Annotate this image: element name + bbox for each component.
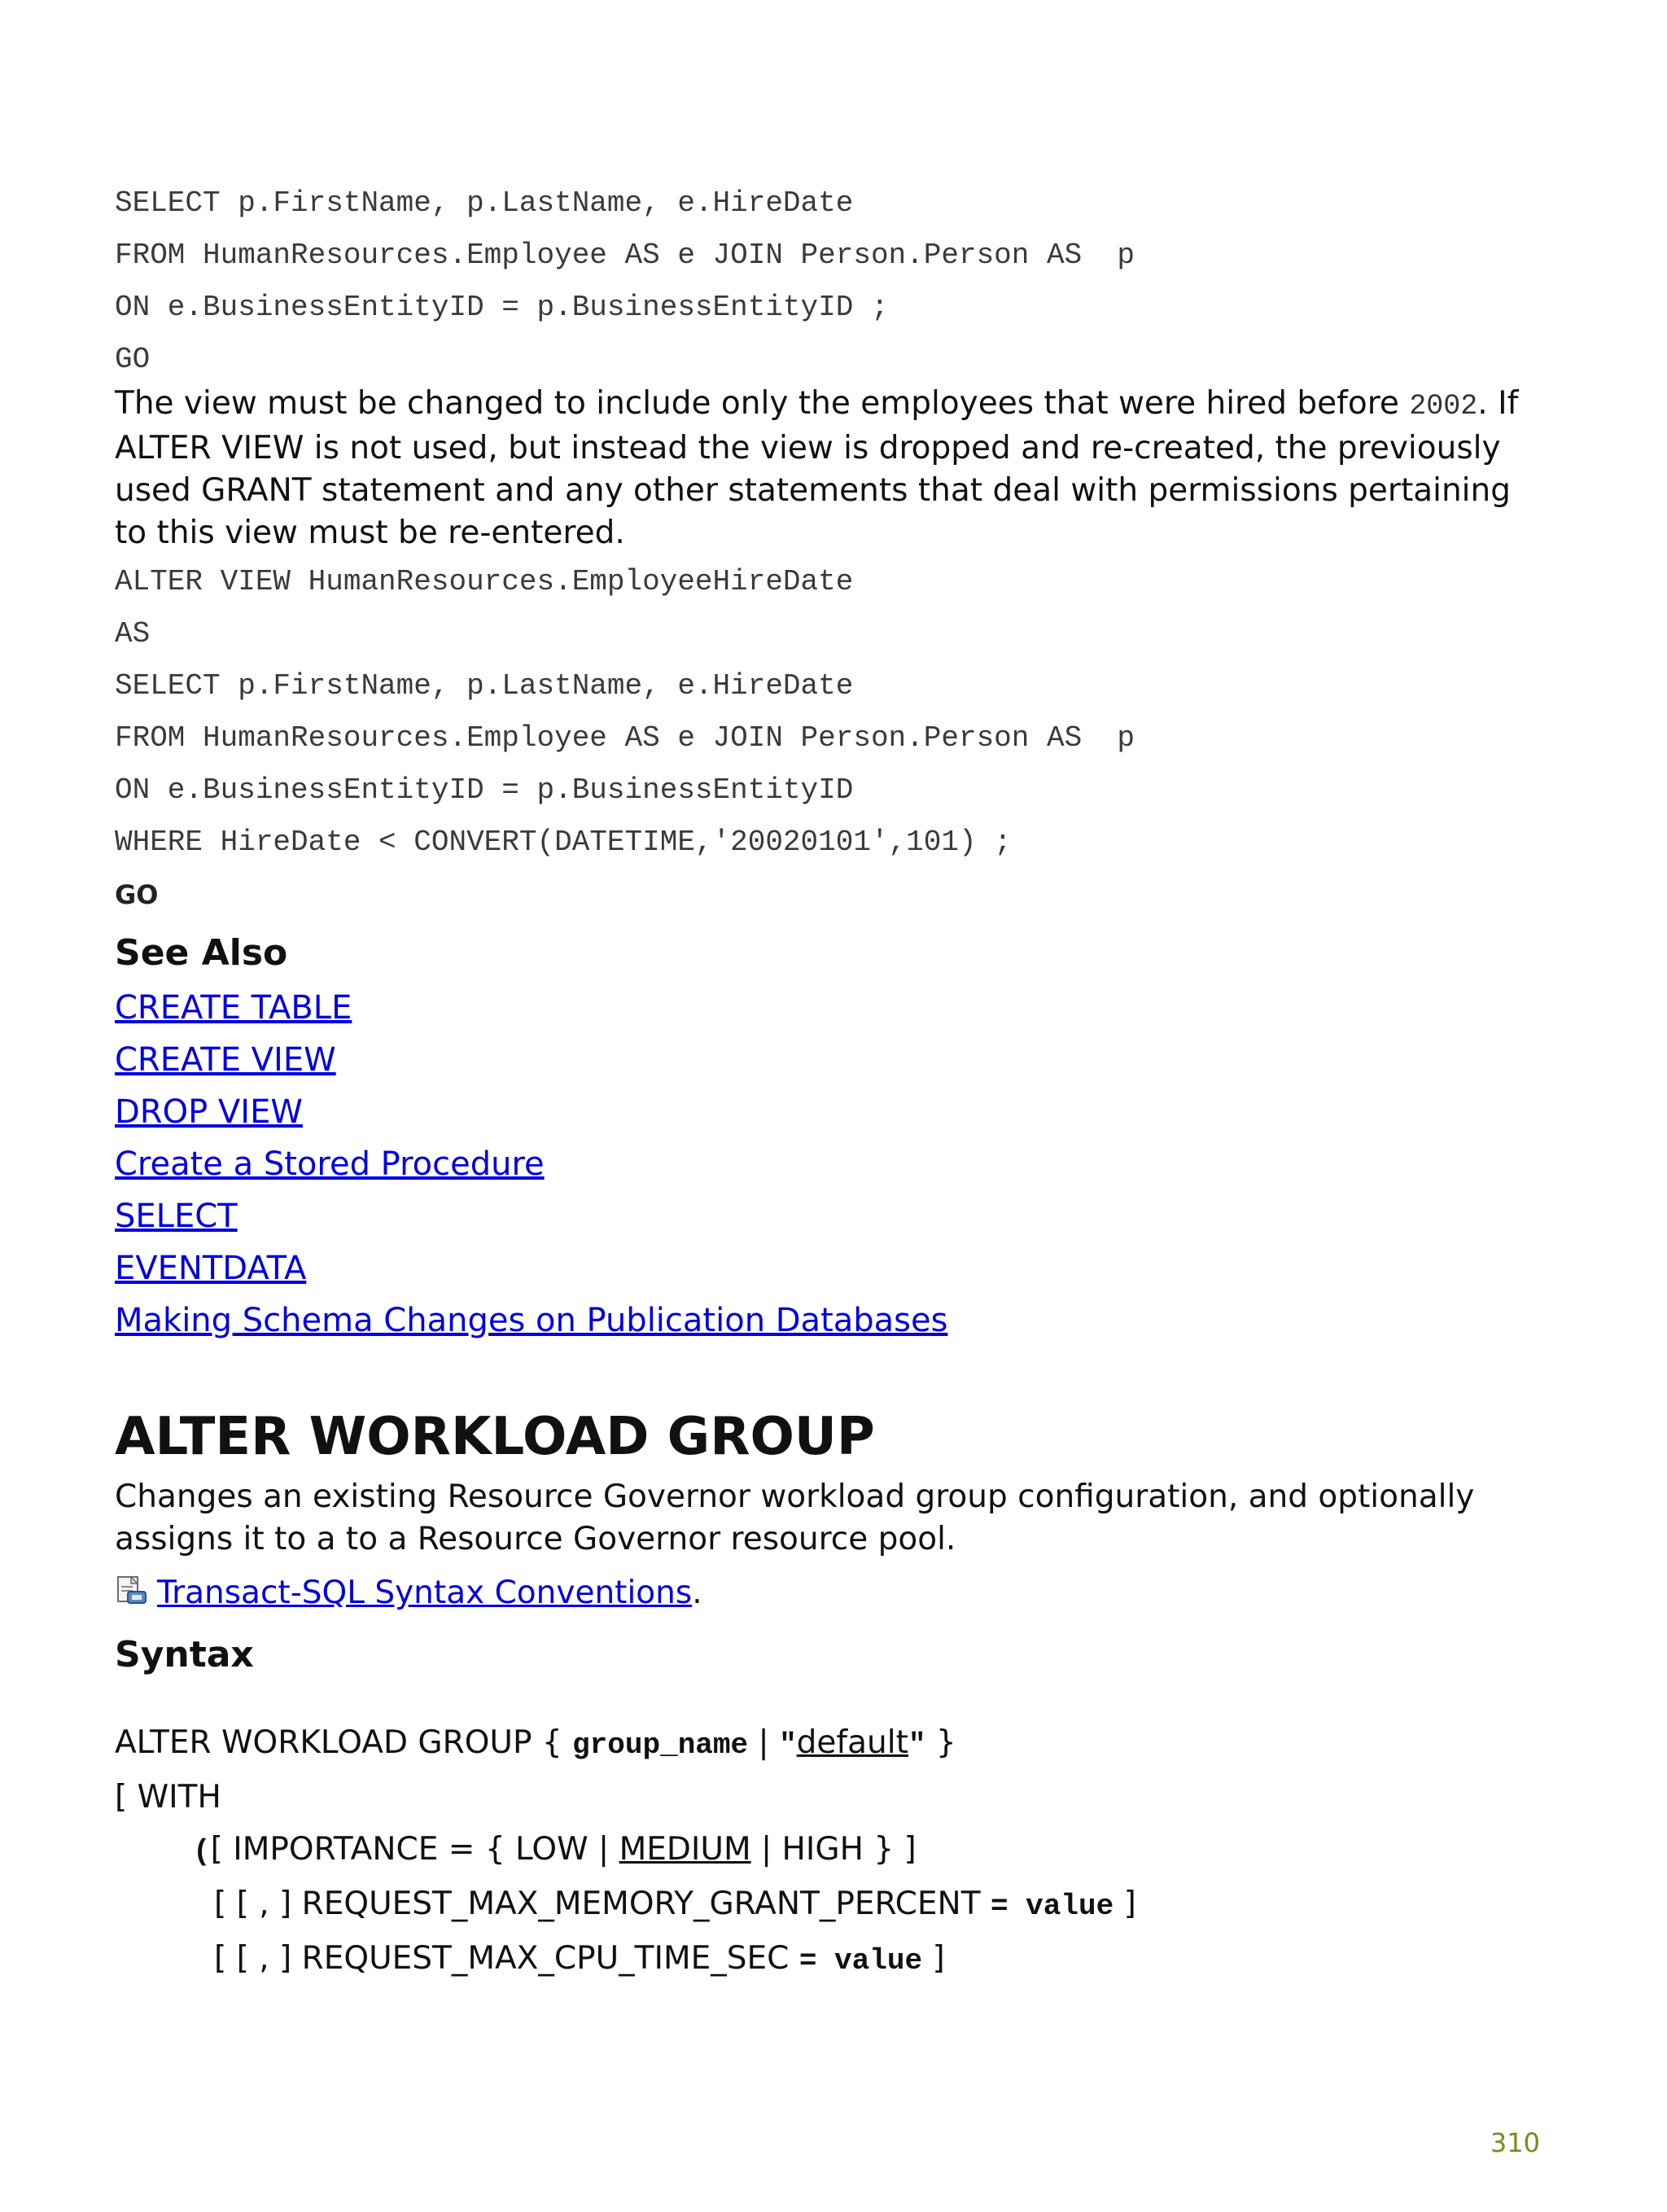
- list-item: [115, 1246, 1547, 1290]
- code-block-create-view: [115, 187, 1547, 376]
- syntax-line: [115, 1883, 1547, 1928]
- syntax-text: ALTER WORKLOAD GROUP {: [115, 1724, 573, 1761]
- link-select[interactable]: SELECT: [115, 1198, 238, 1235]
- code-line: AS: [115, 617, 151, 650]
- code-line: SELECT p.FirstName, p.LastName, e.HireDate: [115, 669, 854, 703]
- link-create-view[interactable]: CREATE VIEW: [115, 1041, 336, 1079]
- section-title: ALTER WORKLOAD GROUP: [115, 1407, 875, 1467]
- syntax-line: [115, 1829, 1547, 1873]
- syntax-line: [ WITH: [115, 1779, 221, 1816]
- code-line: FROM HumanResources.Employee AS e JOIN Person.Person AS p: [115, 239, 1135, 272]
- paragraph-text: The view must be changed to include only the employees that were hired before: [115, 385, 1410, 422]
- code-line: FROM HumanResources.Employee AS e JOIN Person.Person AS p: [115, 721, 1135, 755]
- conventions-suffix: .: [692, 1575, 702, 1611]
- code-line: WHERE HireDate < CONVERT(DATETIME,'20020101',101) ;: [115, 826, 1012, 859]
- syntax-line: [115, 1938, 1547, 1982]
- list-item: [115, 1299, 1547, 1343]
- syntax-quote: ": [779, 1728, 797, 1762]
- code-line: GO: [115, 343, 151, 376]
- syntax-paren: (: [193, 1835, 211, 1868]
- code-block-alter-view: [115, 566, 1547, 911]
- code-line: ON e.BusinessEntityID = p.BusinessEntityID ;: [115, 291, 889, 324]
- syntax-text: [ IMPORTANCE = { LOW |: [210, 1831, 619, 1868]
- section-description: Changes an existing Resource Governor workload group configuration, and optionally assigns it to a to a Resource Governor resource pool.: [115, 1478, 1475, 1557]
- document-page: [115, 187, 1547, 1992]
- syntax-block: [115, 1722, 1547, 1982]
- link-eventdata[interactable]: EVENTDATA: [115, 1250, 307, 1287]
- list-item: [115, 1142, 1547, 1186]
- code-line: ON e.BusinessEntityID = p.BusinessEntityID: [115, 773, 854, 807]
- conventions-line: [115, 1572, 1547, 1614]
- paragraph-alter-view-explanation: [115, 383, 1547, 554]
- syntax-text: }: [925, 1724, 956, 1761]
- link-transact-sql-syntax-conventions[interactable]: Transact-SQL Syntax Conventions: [157, 1575, 693, 1611]
- syntax-default: default: [796, 1724, 908, 1761]
- list-item: [115, 1038, 1547, 1082]
- page-number: 310: [1490, 2127, 1540, 2158]
- inline-code-year: 2002: [1409, 390, 1478, 423]
- syntax-text: |: [748, 1724, 780, 1761]
- paragraph-text: . If ALTER VIEW is not used, but instead the view is dropped and re-created, the previously used GRANT statement and any other statements that deal with permissions pertaining to this view must be re-entered.: [115, 385, 1519, 551]
- syntax-text: | HIGH } ]: [750, 1831, 917, 1868]
- link-create-stored-procedure[interactable]: Create a Stored Procedure: [115, 1145, 545, 1183]
- syntax-text: ]: [922, 1940, 945, 1977]
- syntax-quote: ": [908, 1728, 926, 1762]
- list-item: [115, 986, 1547, 1030]
- syntax-param: = value: [798, 1944, 923, 1978]
- code-line: ALTER VIEW HumanResources.EmployeeHireDate: [115, 565, 854, 598]
- syntax-conventions-icon: [115, 1575, 149, 1606]
- syntax-text: [ [ , ] REQUEST_MAX_CPU_TIME_SEC: [214, 1940, 799, 1977]
- syntax-param: group_name: [572, 1728, 749, 1762]
- link-schema-changes[interactable]: Making Schema Changes on Publication Databases: [115, 1302, 948, 1339]
- syntax-default: MEDIUM: [619, 1831, 751, 1868]
- list-item: [115, 1090, 1547, 1134]
- syntax-text: ]: [1114, 1886, 1136, 1922]
- syntax-param: = value: [990, 1890, 1114, 1923]
- list-item: [115, 1194, 1547, 1238]
- code-line: SELECT p.FirstName, p.LastName, e.HireDate: [115, 186, 854, 220]
- link-create-table[interactable]: CREATE TABLE: [115, 989, 352, 1027]
- see-also-heading: See Also: [115, 932, 288, 974]
- link-drop-view[interactable]: DROP VIEW: [115, 1093, 303, 1131]
- syntax-heading: Syntax: [115, 1634, 254, 1675]
- code-line-go: GO: [115, 879, 159, 910]
- syntax-line: [115, 1722, 1547, 1767]
- see-also-links: [115, 986, 1547, 1343]
- syntax-text: [ [ , ] REQUEST_MAX_MEMORY_GRANT_PERCENT: [214, 1886, 991, 1922]
